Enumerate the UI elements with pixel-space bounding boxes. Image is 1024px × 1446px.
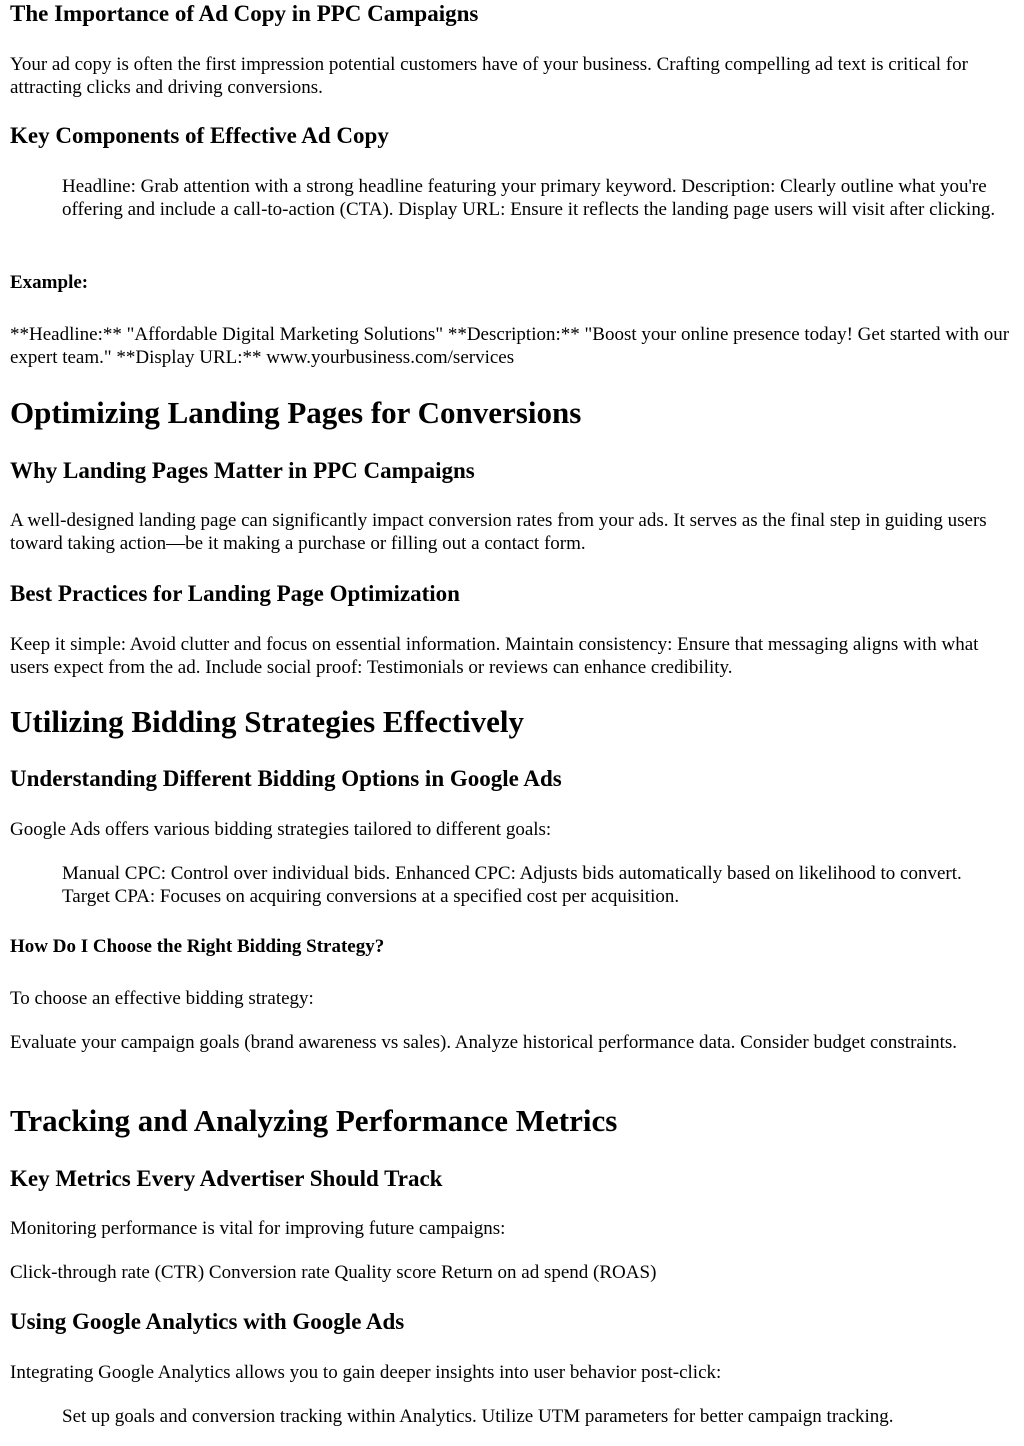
metrics-key-intro: Monitoring performance is vital for improving future campaigns: xyxy=(10,1218,506,1239)
metrics-analytics-list: Set up goals and conversion tracking within Analytics. Utilize UTM parameters for better campaign tracking. xyxy=(62,1406,894,1427)
ad-copy-intro: Your ad copy is often the first impression potential customers have of your business. Crafting compelling ad text is critical for attracting clicks and driving conversions. xyxy=(10,54,968,98)
landing-pages-best-text: Keep it simple: Avoid clutter and focus on essential information. Maintain consistency: Ensure that messaging aligns with what users expect from the ad. Include social proof: Testimonials or reviews can enhance credibility. xyxy=(10,634,979,678)
metrics-heading: Tracking and Analyzing Performance Metrics xyxy=(10,1103,618,1138)
ad-copy-components-heading: Key Components of Effective Ad Copy xyxy=(10,123,389,148)
bidding-options-heading: Understanding Different Bidding Options in Google Ads xyxy=(10,766,562,791)
bidding-options-list: Manual CPC: Control over individual bids. Enhanced CPC: Adjusts bids automatically based on likelihood to convert. Target CPA: Focuses on acquiring conversions at a specified cost per acquisition. xyxy=(62,863,962,907)
landing-pages-why-text: A well-designed landing page can significantly impact conversion rates from your ads. It serves as the final step in guiding users toward taking action—be it making a purchase or filling out a contact form. xyxy=(10,510,987,554)
landing-pages-why-heading: Why Landing Pages Matter in PPC Campaigns xyxy=(10,458,475,483)
bidding-choose-intro: To choose an effective bidding strategy: xyxy=(10,988,314,1009)
landing-pages-heading: Optimizing Landing Pages for Conversions xyxy=(10,395,582,430)
bidding-choose-heading: How Do I Choose the Right Bidding Strategy? xyxy=(10,936,385,957)
bidding-choose-text: Evaluate your campaign goals (brand awareness vs sales). Analyze historical performance data. Consider budget constraints. xyxy=(10,1032,958,1053)
example-text: **Headline:** "Affordable Digital Marketing Solutions" **Description:** "Boost your online presence today! Get started with our expert team." **Display URL:** www.yourbusiness.com/services xyxy=(10,324,1010,368)
ad-copy-components-list: Headline: Grab attention with a strong headline featuring your primary keyword. Description: Clearly outline what you're offering and include a call-to-action (CTA). Display URL: Ensure it reflects the landing page users will visit after clicking. xyxy=(62,176,996,220)
metrics-key-heading: Key Metrics Every Advertiser Should Track xyxy=(10,1166,443,1191)
bidding-options-intro: Google Ads offers various bidding strategies tailored to different goals: xyxy=(10,819,552,840)
bidding-heading: Utilizing Bidding Strategies Effectively xyxy=(10,704,525,739)
metrics-analytics-heading: Using Google Analytics with Google Ads xyxy=(10,1309,405,1334)
example-heading: Example: xyxy=(10,272,89,293)
metrics-analytics-intro: Integrating Google Analytics allows you to gain deeper insights into user behavior post-click: xyxy=(10,1362,722,1383)
ad-copy-heading: The Importance of Ad Copy in PPC Campaigns xyxy=(10,1,479,26)
landing-pages-best-heading: Best Practices for Landing Page Optimization xyxy=(10,581,460,606)
metrics-key-list: Click-through rate (CTR) Conversion rate Quality score Return on ad spend (ROAS) xyxy=(10,1262,657,1283)
